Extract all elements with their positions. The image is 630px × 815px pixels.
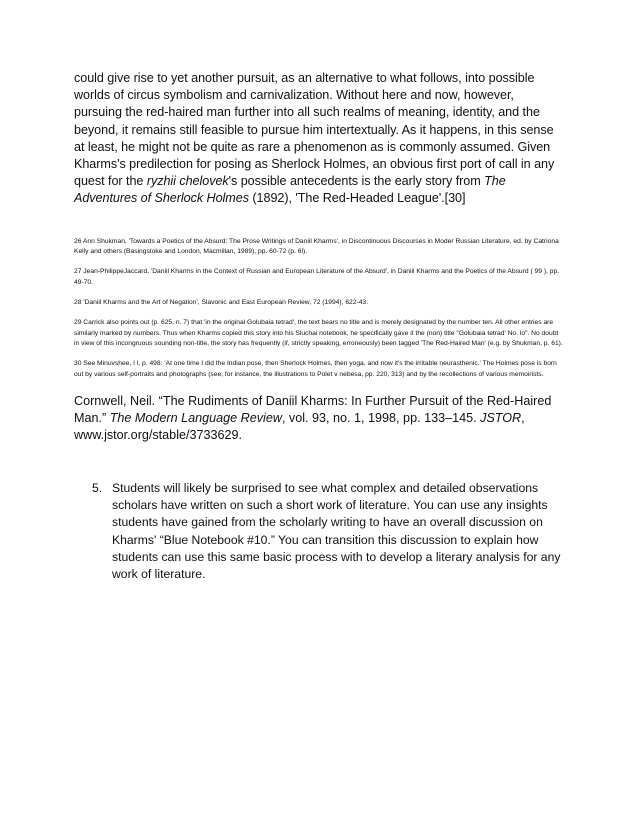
body-text: could give rise to yet another pursuit, as an alternative to what follows, into possible worlds of circus symbolism and carnivalization. Without here and now, however, pursuing the red-haired man further into all such realms of meaning, identity, and the beyond, it remains still feasible to pursue him intertextually. As it happens, in this sense at least, he might not be quite as rare a phenomenon as is commonly assumed. Given Kharms's predilection for posing as Sherlock Holmes, an obvious first port of call in any quest for the [74, 71, 555, 189]
database-name: JSTOR [480, 410, 522, 425]
works-cited-entry [74, 393, 564, 445]
list-item-text: Students will likely be surprised to see what complex and detailed observations scholars have written on such a short work of literature. You can use any insights students have gained from the scholarly writing to have an overall discussion on Kharms' “Blue Notebook #10.” You can transition this discussion to explain how students can use this same basic process with to develop a literary analysis for any work of literature. [112, 481, 561, 582]
citation-url: , www.jstor.org/stable/3733629. [74, 410, 525, 442]
citation-text: Cornwell, Neil. “The Rudiments of Daniil Kharms: In Further Pursuit of the Red-Haired Man.” [74, 393, 552, 425]
footnote-29: 29 Carrick also points out (p. 625, n. 7) that 'in the original Golubaia tetrad', the text bears no title and is merely designated by the number ten. All other entries are similarly marked by numbers. Thus when Kharms copied this story into his Sluchai notebook, he specifically gave it the (non) title "Golubaia tetrad' No. lo". No doubt in view of this incongruous sounding non-title, the story has frequently (if, strictly speaking, erroneously) been tagged 'The Red-Haired Man' (e.g. by Shukman, p. 61). [74, 319, 563, 348]
italic-term: ryzhii chelovek [146, 174, 229, 189]
document-page [74, 70, 564, 444]
list-number: 5. [92, 481, 103, 495]
numbered-list-item [92, 480, 562, 583]
journal-title: The Modern Language Review [109, 410, 282, 425]
footnote-30: 30 See Minuvshee, I l, p. 498: 'At one time I did the Indian pose, then Sherlock Holmes, then yoga, and now it's the irritable neurasthenic.' The Holmes pose is born out by various self-portraits and photographs (see, for instance, the illustrations to Polet v nebesa, pp. 220, 313) and by the recollections of various memoirists. [74, 360, 557, 378]
body-text: 's possible antecedents is the early story from [228, 174, 485, 189]
footnote-27: 27 Jean-PhilippeJaccard, 'Daniil Kharms in the Context of Russian and European Literature of the Absurd', in Daniil Kharms and the Poetics of the Absurd ( 99 ), pp. 49-70. [74, 268, 560, 286]
footnote-28: 28 'Daniil Kharms and the Art of Negation', Slavonic and East European Review, 72 (1994), 622-43. [74, 299, 369, 306]
body-paragraph [74, 70, 564, 208]
footnotes [74, 237, 564, 381]
body-text: (1892), 'The Red-Headed League'.[30] [248, 191, 466, 206]
citation-text: , vol. 93, no. 1, 1998, pp. 133–145. [281, 410, 481, 425]
footnote-26: 26 Ann Shukman, 'Towards a Poetics of the Absurd: The Prose Writings of Daniil Kharms', in Discontinuous Discourses in Moder Russian Literature, ed. by Catriona Kelly and others (Basingstoke and London, Macmillan, 1989), pp. 60-72 (p. 6l). [74, 237, 559, 256]
italic-title: The Adventures of Sherlock Holmes [74, 174, 506, 206]
